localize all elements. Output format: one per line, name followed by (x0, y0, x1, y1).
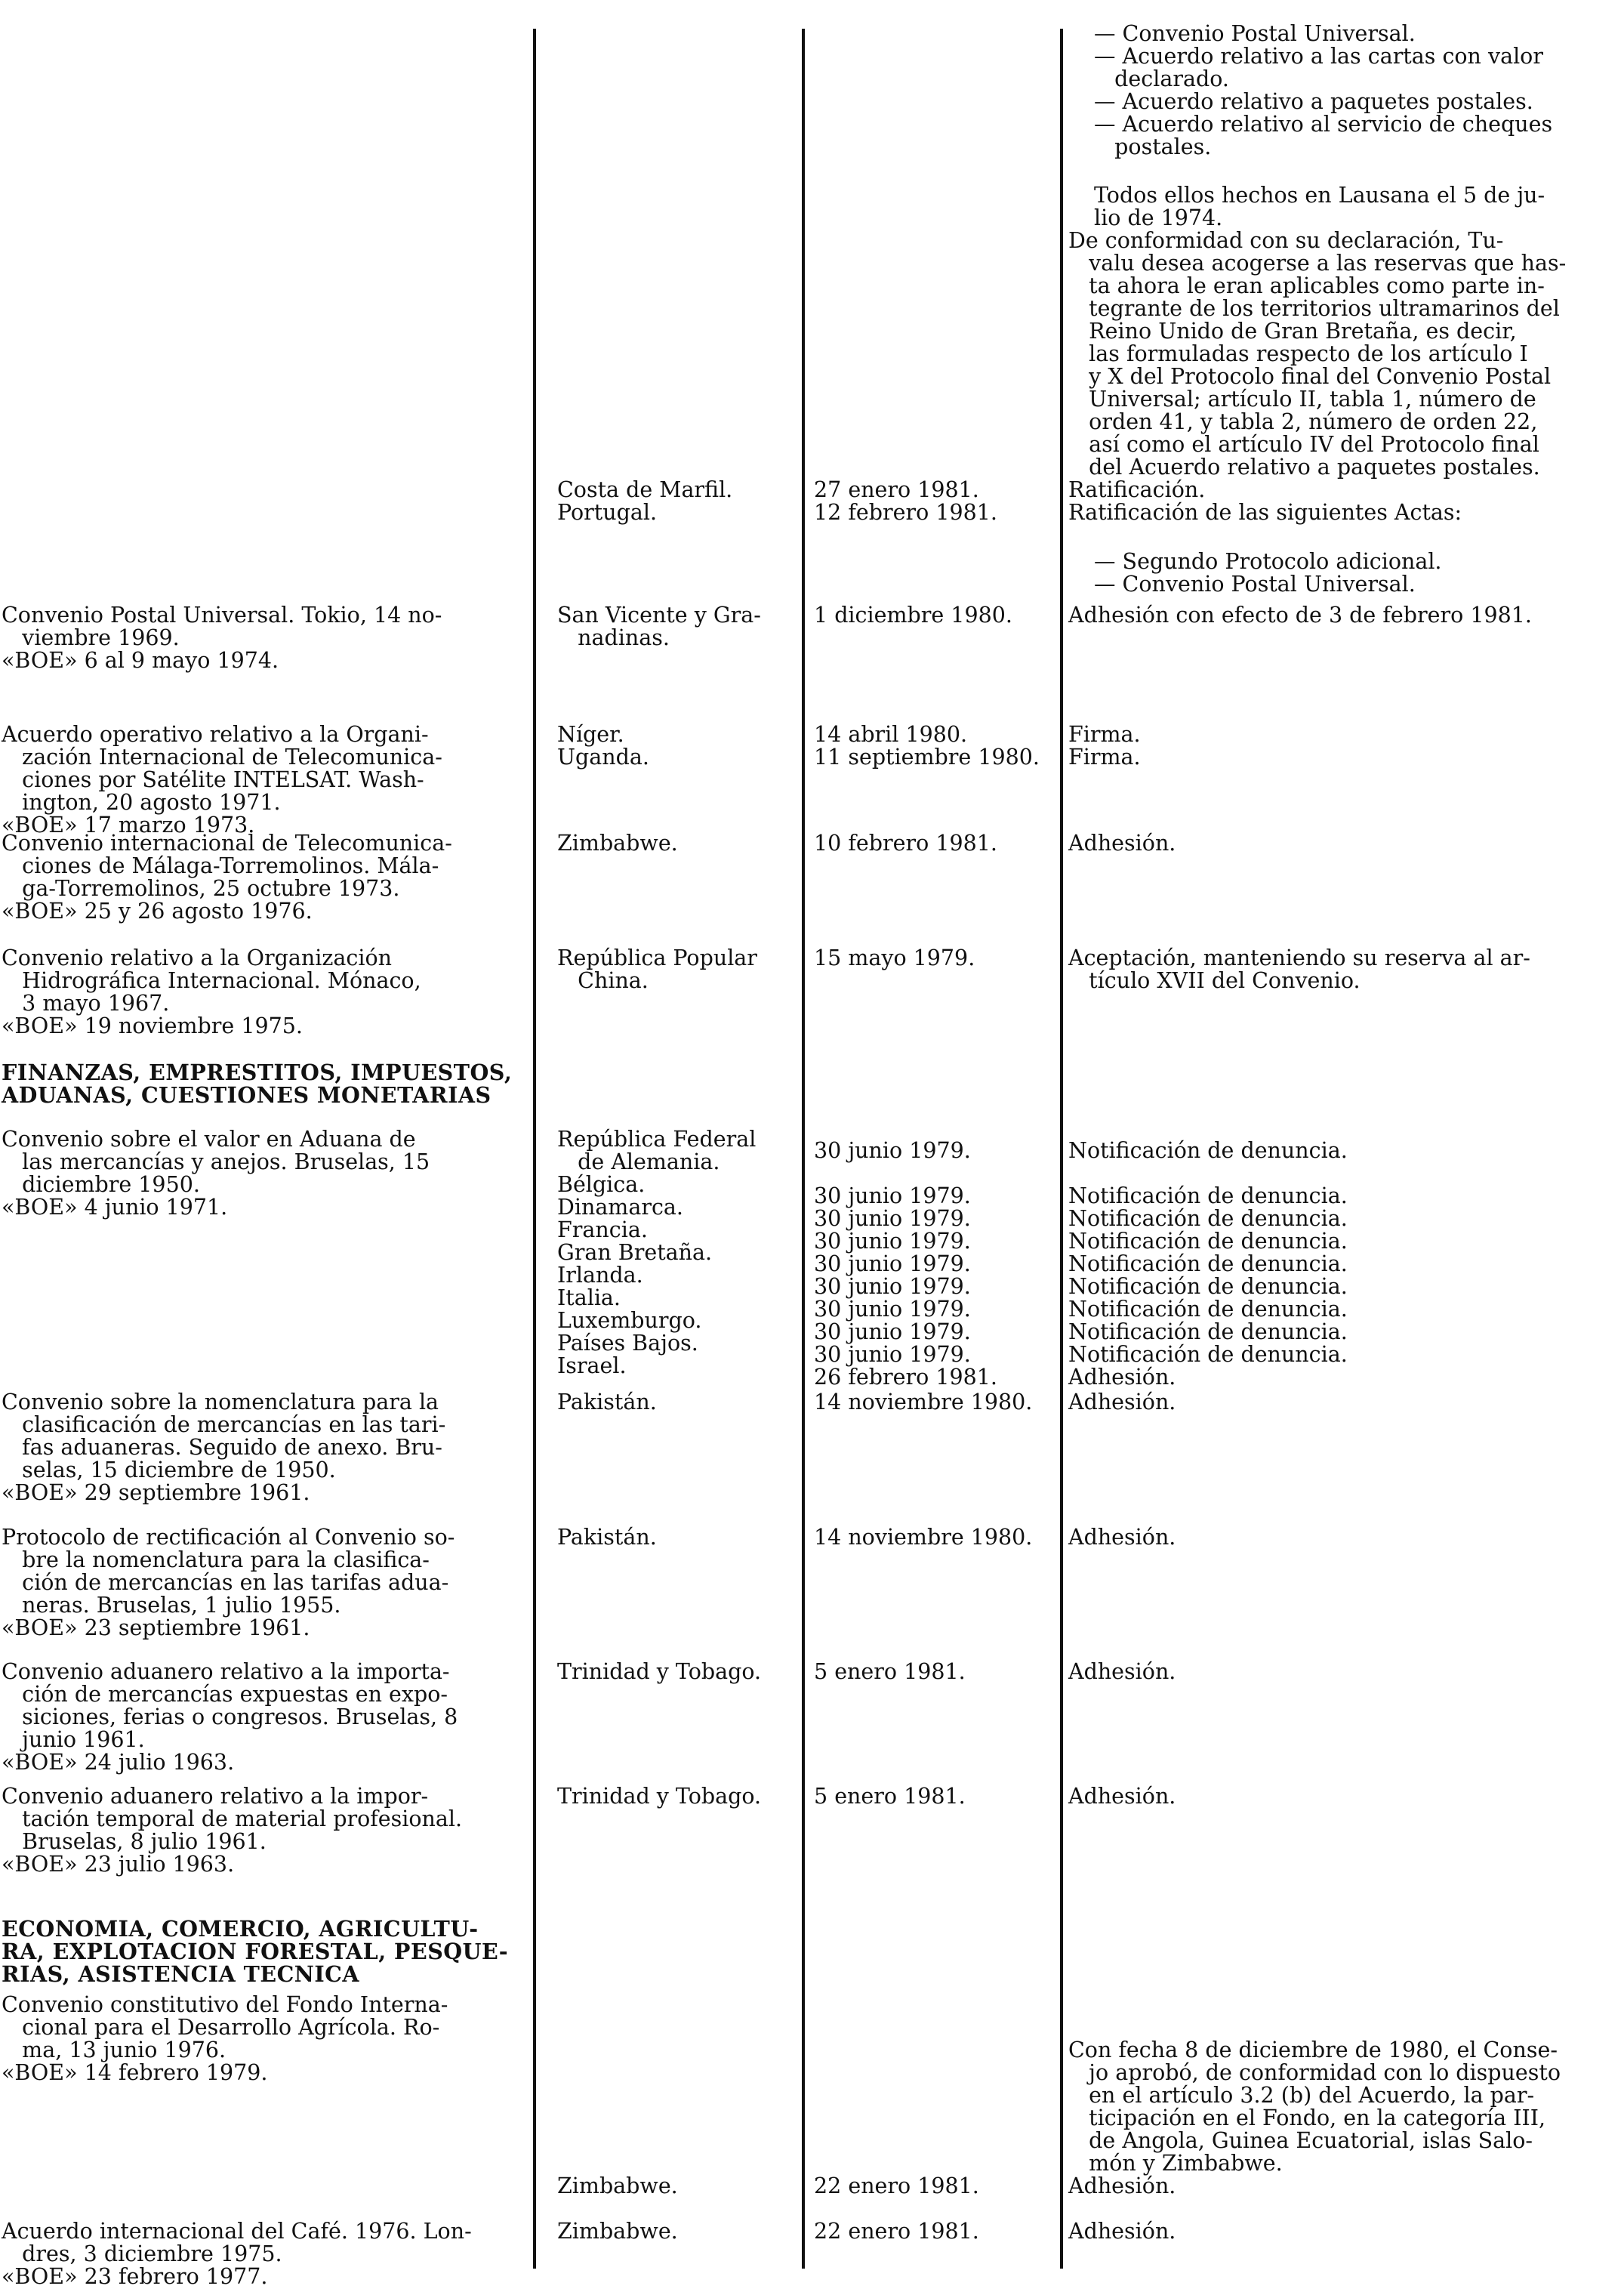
text-line: viembre 1969. (2, 625, 180, 650)
date-fida: 22 enero 1981. (814, 2173, 979, 2198)
acts-list-2 (1094, 551, 1442, 596)
convention-text (2, 1391, 445, 1504)
text-line: República Popular (557, 946, 757, 970)
text-line: ta ahora le eran aplicables como parte in- (1068, 273, 1545, 298)
text-line: ción de mercancías expuestas en expo- (2, 1682, 448, 1707)
text-line: Con fecha 8 de diciembre de 1980, el Conse- (1068, 2038, 1558, 2062)
text-line: Todos ellos hechos en Lausana el 5 de ju- (1094, 183, 1545, 208)
text-line: Zimbabwe. (557, 831, 678, 856)
convention-line: «BOE» 4 junio 1971. (2, 1195, 228, 1220)
convention-fida (2, 1994, 448, 2084)
action-cell (1068, 947, 1530, 992)
ratification-portugal: Ratificación de las siguientes Actas: (1068, 500, 1462, 525)
state-name: Irlanda. (557, 1263, 643, 1288)
text-line: junio 1961. (2, 1727, 145, 1752)
text-line: 5 enero 1981. (814, 1659, 966, 1684)
text-line: «BOE» 23 septiembre 1961. (2, 1615, 310, 1640)
date-cell (814, 947, 975, 970)
text-line: en el artículo 3.2 (b) del Acuerdo, la par- (1068, 2083, 1535, 2108)
text-line: ticipación en el Fondo, en la categoría III, (1068, 2105, 1546, 2130)
convention-line: las mercancías y anejos. Bruselas, 15 (2, 1149, 430, 1174)
state-cell (557, 832, 678, 855)
action-cell (1068, 604, 1532, 627)
text-line: Adhesión. (1068, 1784, 1176, 1809)
text-line: 1 diciembre 1980. (814, 603, 1012, 628)
text-line: — Acuerdo relativo al servicio de cheques (1094, 112, 1553, 137)
action-line: Notificación de denuncia. (1068, 1274, 1348, 1299)
text-line: «BOE» 23 julio 1963. (2, 1852, 235, 1877)
text-line: 11 septiembre 1980. (814, 745, 1040, 770)
text-line: — Convenio Postal Universal. (1094, 21, 1416, 46)
date-value: 27 enero 1981. (814, 477, 979, 502)
ratification-costa: Ratificación. (1068, 477, 1206, 502)
date-value: 30 junio 1979. (814, 1229, 971, 1254)
state-name: Países Bajos. (557, 1331, 698, 1356)
lausana-note (1094, 184, 1545, 230)
convention-text (2, 1785, 462, 1876)
text-line: ciones de Málaga-Torremolinos. Mála- (2, 853, 439, 878)
text-line: Convenio aduanero relativo a la importa- (2, 1659, 450, 1684)
text-line: Adhesión. (1068, 831, 1176, 856)
date-value: 30 junio 1979. (814, 1206, 971, 1231)
convention-text (2, 832, 452, 923)
action-fida: Adhesión. (1068, 2173, 1176, 2198)
convention-text (2, 723, 442, 837)
action-cell (1068, 832, 1176, 855)
text-line: tación temporal de material profesional. (2, 1806, 463, 1831)
states-costa-portugal (557, 479, 732, 524)
text-line: «BOE» 17 marzo 1973. (2, 813, 255, 838)
text-line: bre la nomenclatura para la clasifica- (2, 1547, 430, 1572)
date-cell (814, 1661, 966, 1683)
convention-line: diciembre 1950. (2, 1172, 200, 1197)
date-cell (814, 1391, 1032, 1414)
text-line: selas, 15 diciembre de 1950. (2, 1458, 336, 1482)
text-line: Trinidad y Tobago. (557, 1659, 762, 1684)
text-line: del Acuerdo relativo a paquetes postales. (1068, 455, 1540, 480)
action-cell (1068, 1785, 1176, 1808)
action-cell (1068, 1661, 1176, 1683)
state-name: Luxemburgo. (557, 1308, 702, 1333)
convention-text (2, 1661, 458, 1774)
convention-line: Convenio sobre el valor en Aduana de (2, 1127, 416, 1152)
convention-line: «BOE» 14 febrero 1979. (2, 2060, 268, 2085)
convention-line: Convenio constitutivo del Fondo Interna- (2, 1992, 448, 2017)
state-name: Costa de Marfil. (557, 477, 733, 502)
date-cell (814, 1526, 1032, 1549)
text-line: ción de mercancías en las tarifas adua- (2, 1570, 449, 1595)
text-line: China. (557, 968, 649, 993)
action-line: Notificación de denuncia. (1068, 1183, 1348, 1208)
convention-text (2, 947, 421, 1038)
state-cell (557, 1785, 761, 1808)
text-line: Firma. (1068, 722, 1141, 747)
text-line: de Angola, Guinea Ecuatorial, islas Salo- (1068, 2128, 1533, 2153)
date-value (814, 1162, 997, 1185)
action-cell (1068, 1526, 1176, 1549)
convention-line: ma, 13 junio 1976. (2, 2038, 226, 2062)
heading-line: FINANZAS, EMPRESTITOS, IMPUESTOS, (2, 1060, 513, 1085)
acts-list (1094, 23, 1552, 159)
dates-valor-aduana (814, 1140, 997, 1389)
section-heading-finanzas (2, 1061, 512, 1106)
action-line: Notificación de denuncia. (1068, 1342, 1348, 1367)
text-line: Uganda. (557, 745, 649, 770)
actions-valor-aduana (1068, 1140, 1348, 1389)
state-name: Francia. (557, 1217, 648, 1242)
state-name: Portugal. (557, 500, 658, 525)
text-line: Reino Unido de Gran Bretaña, es decir, (1068, 319, 1517, 344)
text-line: Universal; artículo II, tabla 1, número de (1068, 387, 1536, 412)
tuvalu-declaration (1068, 230, 1566, 479)
date-cell (814, 832, 997, 855)
column-rule-2 (802, 29, 805, 2269)
heading-line: RA, EXPLOTACION FORESTAL, PESQUE- (2, 1939, 509, 1964)
state-name: Gran Bretaña. (557, 1240, 713, 1265)
convention-text (2, 604, 442, 672)
text-line: orden 41, y tabla 2, número de orden 22, (1068, 409, 1538, 434)
fida-note (1068, 2039, 1561, 2175)
convention-cafe (2, 2220, 472, 2288)
text-line: fas aduaneras. Seguido de anexo. Bru- (2, 1435, 442, 1460)
date-value: 30 junio 1979. (814, 1251, 971, 1276)
text-line: Adhesión. (1068, 1525, 1176, 1550)
text-line: — Acuerdo relativo a las cartas con valor (1094, 44, 1543, 69)
text-line: Acuerdo operativo relativo a la Organi- (2, 722, 429, 747)
state-fida: Zimbabwe. (557, 2173, 678, 2198)
text-line: 14 noviembre 1980. (814, 1390, 1033, 1414)
date-value: 12 febrero 1981. (814, 500, 997, 525)
action-line: Notificación de denuncia. (1068, 1229, 1348, 1254)
text-line: Convenio Postal Universal. Tokio, 14 no- (2, 603, 442, 628)
text-line: «BOE» 24 julio 1963. (2, 1750, 235, 1775)
text-line: món y Zimbabwe. (1068, 2151, 1283, 2176)
action-line: Notificación de denuncia. (1068, 1297, 1348, 1322)
text-line: tegrante de los territorios ultramarinos del (1068, 296, 1560, 321)
text-line: 5 enero 1981. (814, 1784, 966, 1809)
state-cell (557, 1526, 657, 1549)
date-value: 30 junio 1979. (814, 1138, 971, 1163)
text-line: lio de 1974. (1094, 205, 1223, 230)
date-value: 30 junio 1979. (814, 1274, 971, 1299)
state-cell (557, 1661, 761, 1683)
text-line: zación Internacional de Telecomunica- (2, 745, 442, 770)
action-line (1068, 1162, 1348, 1185)
text-line: Adhesión con efecto de 3 de febrero 1981. (1068, 603, 1532, 628)
convention-line: Acuerdo internacional del Café. 1976. Lon- (2, 2219, 472, 2244)
text-line: 14 abril 1980. (814, 722, 968, 747)
heading-line: ADUANAS, CUESTIONES MONETARIAS (2, 1082, 492, 1108)
dates-costa-portugal (814, 479, 997, 524)
convention-line: cional para el Desarrollo Agrícola. Ro- (2, 2015, 440, 2040)
convention-valor-aduana (2, 1128, 430, 1219)
text-line: Convenio internacional de Telecomunica- (2, 831, 452, 856)
action-cell (1068, 1391, 1176, 1414)
heading-line: ECONOMIA, COMERCIO, AGRICULTU- (2, 1916, 479, 1942)
text-line: 14 noviembre 1980. (814, 1525, 1033, 1550)
state-cafe: Zimbabwe. (557, 2219, 678, 2244)
text-line: Convenio aduanero relativo a la impor- (2, 1784, 429, 1809)
text-line: 15 mayo 1979. (814, 946, 975, 970)
text-line: Aceptación, manteniendo su reserva al ar- (1068, 946, 1530, 970)
text-line: Pakistán. (557, 1525, 657, 1550)
text-line: Convenio sobre la nomenclatura para la (2, 1390, 439, 1414)
action-line: Notificación de denuncia. (1068, 1138, 1348, 1163)
state-cell (557, 947, 757, 992)
action-line: Notificación de denuncia. (1068, 1251, 1348, 1276)
text-line: así como el artículo IV del Protocolo final (1068, 432, 1539, 457)
date-value: 30 junio 1979. (814, 1342, 971, 1367)
text-line: Protocolo de rectificación al Convenio so- (2, 1525, 455, 1550)
text-line: Adhesión. (1068, 1390, 1176, 1414)
convention-line: «BOE» 23 febrero 1977. (2, 2264, 268, 2289)
state-name: Dinamarca. (557, 1195, 683, 1220)
text-line: neras. Bruselas, 1 julio 1955. (2, 1593, 341, 1618)
date-cell (814, 604, 1012, 627)
action-line: Adhesión. (1068, 1365, 1176, 1390)
state-name: Italia. (557, 1285, 621, 1310)
text-line: «BOE» 6 al 9 mayo 1974. (2, 648, 279, 673)
text-line: ciones por Satélite INTELSAT. Wash- (2, 767, 424, 792)
text-line: De conformidad con su declaración, Tu- (1068, 228, 1504, 253)
date-cell (814, 1785, 966, 1808)
text-line: postales. (1094, 134, 1212, 159)
text-line: Trinidad y Tobago. (557, 1784, 762, 1809)
column-rule-3 (1060, 29, 1063, 2269)
state-cell (557, 1391, 657, 1414)
date-value: 26 febrero 1981. (814, 1365, 997, 1390)
text-line: clasificación de mercancías en las tari- (2, 1412, 446, 1437)
text-line: Adhesión. (1068, 1659, 1176, 1684)
state-name: República Federal (557, 1127, 757, 1152)
state-cell (557, 604, 761, 649)
text-line: — Convenio Postal Universal. (1094, 572, 1416, 597)
text-line: tículo XVII del Convenio. (1068, 968, 1361, 993)
text-line: y X del Protocolo final del Convenio Postal (1068, 364, 1552, 389)
action-line: Notificación de denuncia. (1068, 1319, 1348, 1344)
text-line: las formuladas respecto de los artículo I (1068, 341, 1528, 366)
date-value: 30 junio 1979. (814, 1297, 971, 1322)
states-valor-aduana (557, 1128, 756, 1377)
action-line: Notificación de denuncia. (1068, 1206, 1348, 1231)
text-line: Hidrográfica Internacional. Mónaco, (2, 968, 421, 993)
state-cell (557, 723, 649, 769)
text-line: nadinas. (557, 625, 670, 650)
text-line: Níger. (557, 722, 624, 747)
text-line: Pakistán. (557, 1390, 657, 1414)
text-line: jo aprobó, de conformidad con lo dispuesto (1068, 2060, 1561, 2085)
column-rule-1 (533, 29, 536, 2269)
text-line: — Acuerdo relativo a paquetes postales. (1094, 89, 1533, 114)
convention-text (2, 1526, 455, 1640)
date-cell (814, 723, 1040, 769)
text-line: 10 febrero 1981. (814, 831, 997, 856)
state-name: Bélgica. (557, 1172, 646, 1197)
text-line: «BOE» 25 y 26 agosto 1976. (2, 899, 313, 924)
heading-line: RIAS, ASISTENCIA TECNICA (2, 1961, 359, 1987)
state-name: Israel. (557, 1353, 627, 1378)
section-heading-economia (2, 1917, 508, 1985)
text-line: declarado. (1094, 66, 1229, 91)
convention-line: dres, 3 diciembre 1975. (2, 2241, 282, 2266)
text-line: «BOE» 19 noviembre 1975. (2, 1013, 303, 1038)
text-line: siciones, ferias o congresos. Bruselas, 8 (2, 1704, 458, 1729)
text-line: valu desea acogerse a las reservas que has- (1068, 251, 1567, 276)
text-line: — Segundo Protocolo adicional. (1094, 549, 1442, 574)
text-line: «BOE» 29 septiembre 1961. (2, 1480, 310, 1505)
date-cafe: 22 enero 1981. (814, 2219, 979, 2244)
text-line: San Vicente y Gra- (557, 603, 761, 628)
date-value: 30 junio 1979. (814, 1183, 971, 1208)
text-line: ington, 20 agosto 1971. (2, 790, 281, 815)
date-value: 30 junio 1979. (814, 1319, 971, 1344)
text-line: 3 mayo 1967. (2, 991, 170, 1016)
action-cell (1068, 723, 1141, 769)
text-line: Firma. (1068, 745, 1141, 770)
text-line: ga-Torremolinos, 25 octubre 1973. (2, 876, 400, 901)
action-cafe: Adhesión. (1068, 2219, 1176, 2244)
state-name: de Alemania. (557, 1149, 720, 1174)
text-line: Bruselas, 8 julio 1961. (2, 1829, 267, 1854)
text-line: Convenio relativo a la Organización (2, 946, 392, 970)
